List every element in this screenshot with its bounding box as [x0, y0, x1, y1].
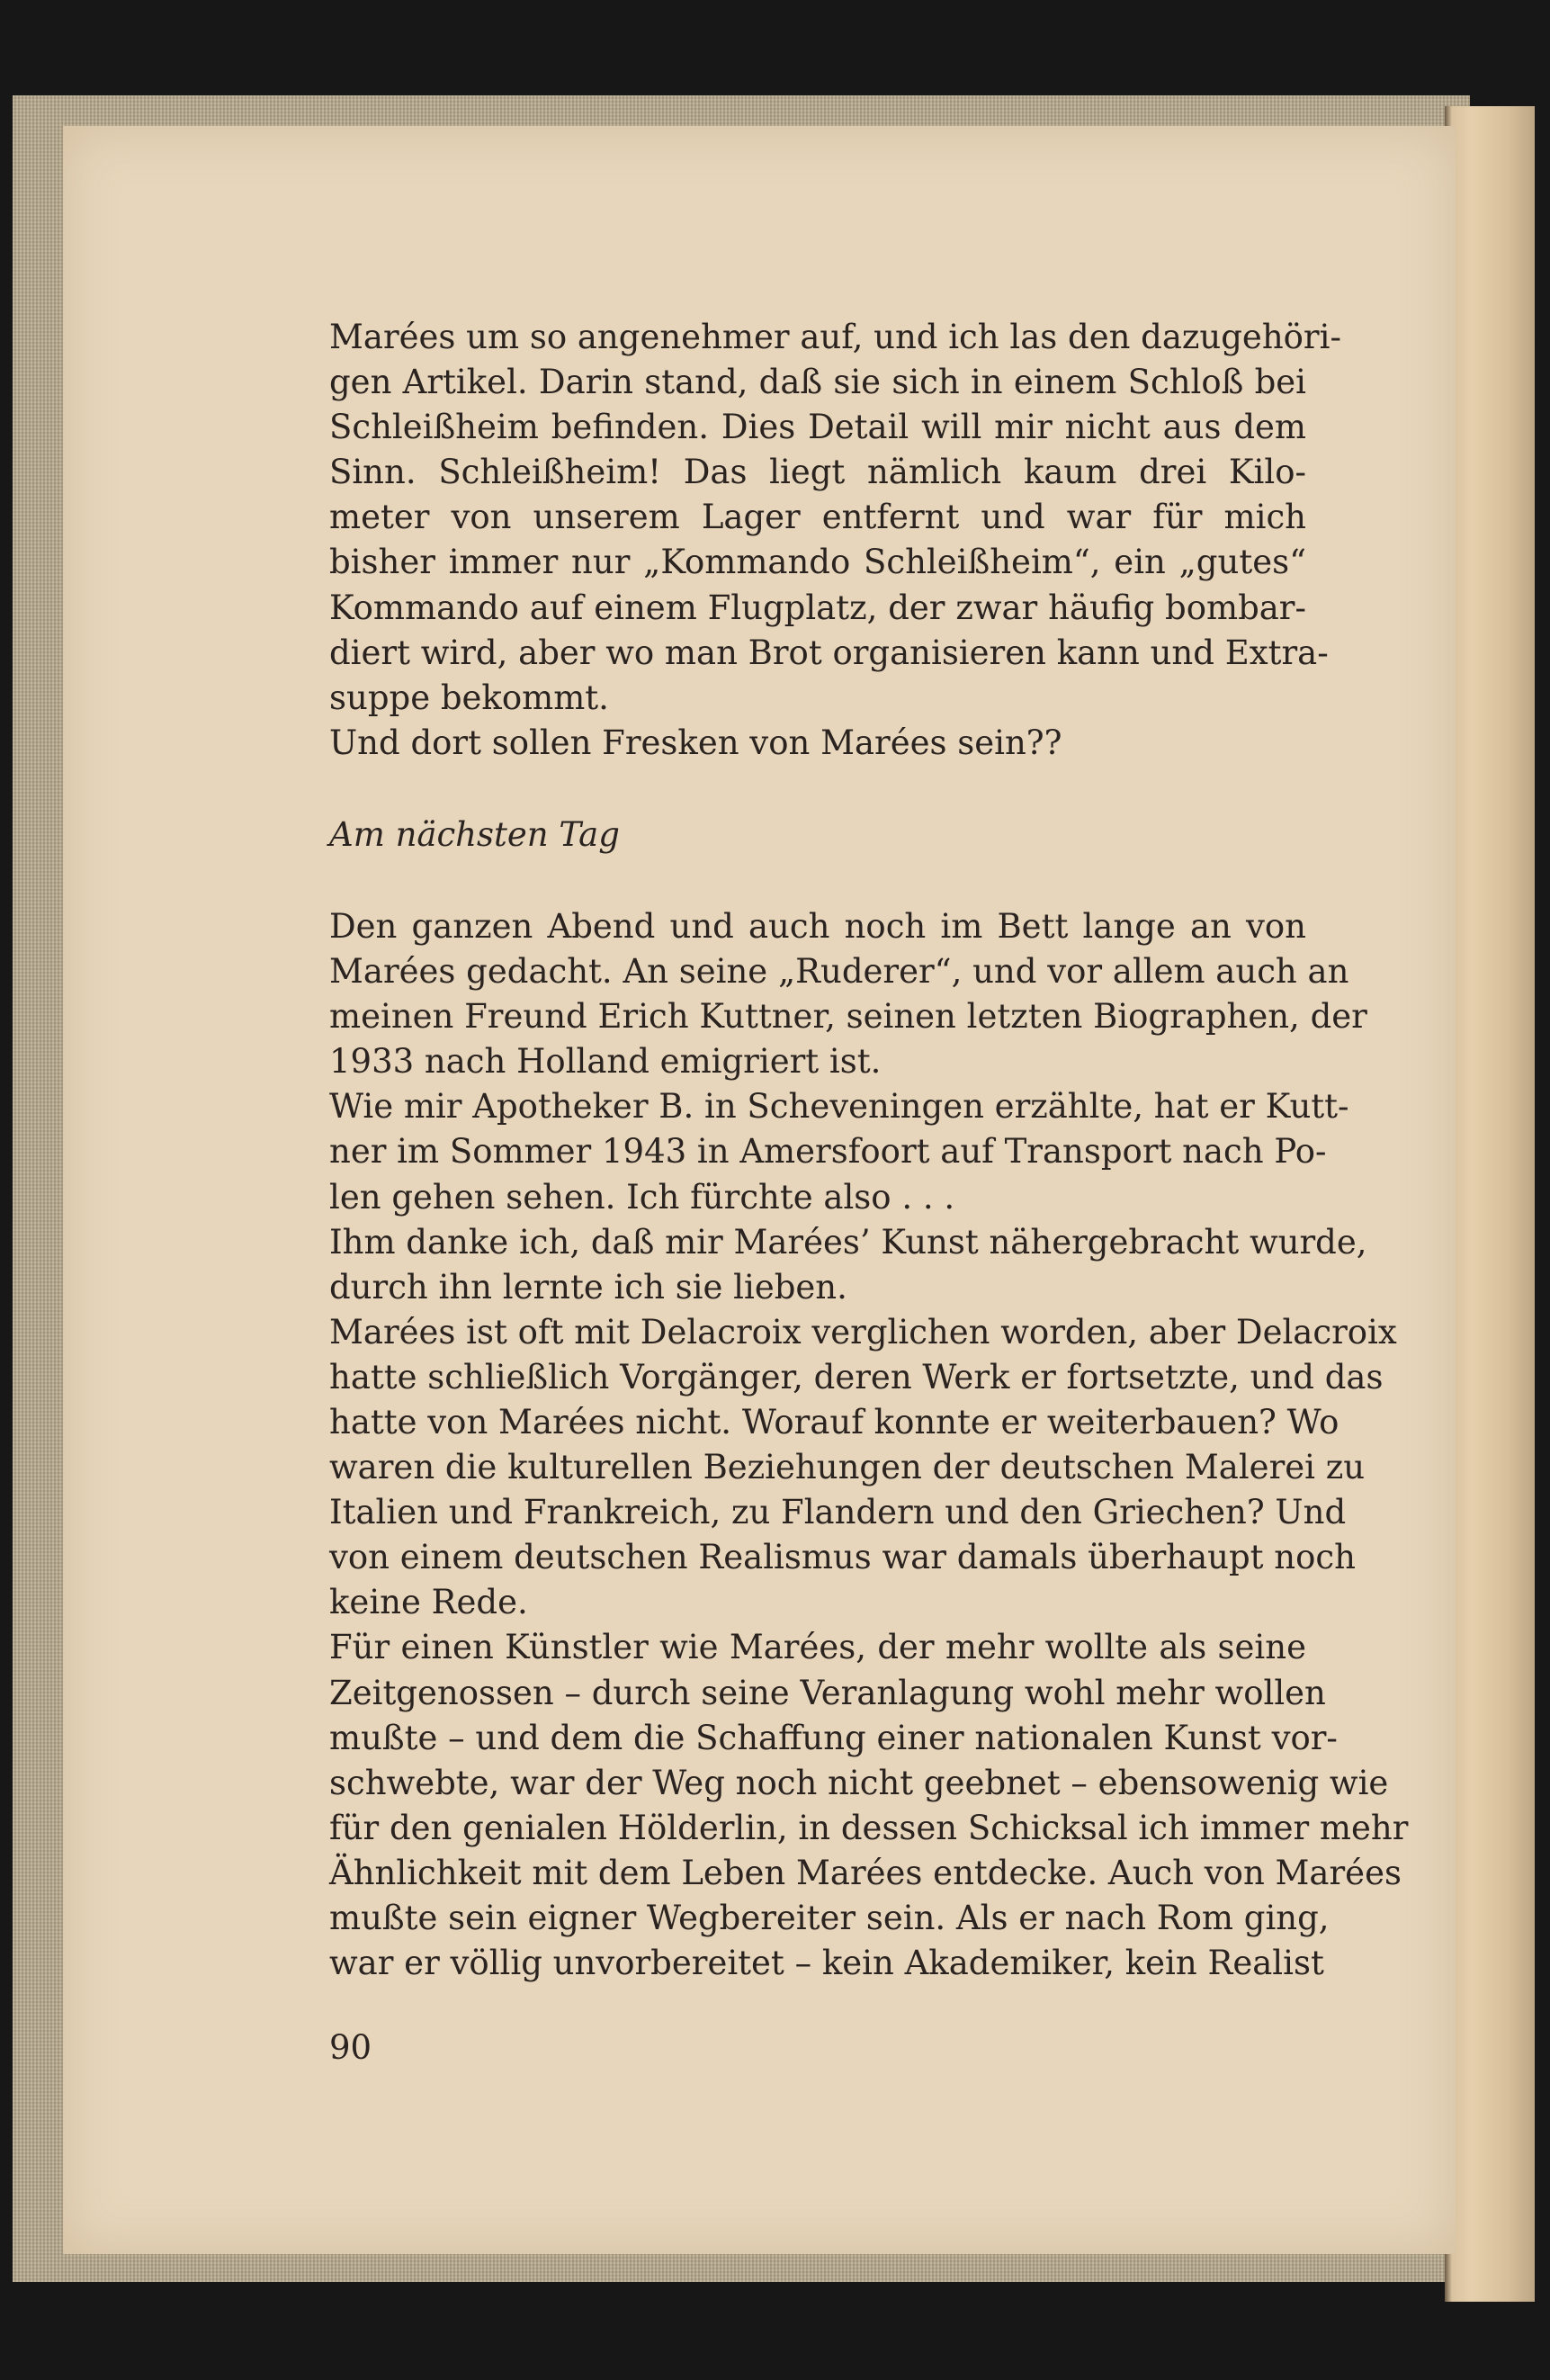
- text-line: Wie mir Apotheker B. in Scheveningen erzählte, hat er Kutt-: [329, 1087, 1349, 1127]
- section-heading: Am nächsten Tag: [329, 814, 620, 854]
- text-line: Zeitgenossen – durch seine Veranlagung wohl mehr wollen: [329, 1673, 1326, 1712]
- text-line: Schleißheim befinden. Dies Detail will mir nicht aus dem: [329, 408, 1306, 447]
- text-line: Ihm danke ich, daß mir Marées’ Kunst nähergebracht wurde,: [329, 1222, 1367, 1262]
- text-line: Den ganzen Abend und auch noch im Bett lange an von: [329, 906, 1306, 946]
- text-line: durch ihn lernte ich sie lieben.: [329, 1267, 847, 1307]
- text-line: Italien und Frankreich, zu Flandern und den Griechen? Und: [329, 1493, 1347, 1532]
- text-line: Ähnlichkeit mit dem Leben Marées entdecke. Auch von Marées: [329, 1853, 1402, 1892]
- text-line: Marées gedacht. An seine „Ruderer“, und vor allem auch an: [329, 952, 1349, 992]
- text-line: Sinn. Schleißheim! Das liegt nämlich kaum drei Kilo-: [329, 453, 1306, 492]
- page-number: 90: [329, 2028, 372, 2067]
- text-line: Kommando auf einem Flugplatz, der zwar häufig bombar-: [329, 588, 1306, 627]
- text-line: Marées ist oft mit Delacroix verglichen worden, aber Delacroix: [329, 1312, 1397, 1352]
- text-line: gen Artikel. Darin stand, daß sie sich in einem Schloß bei: [329, 363, 1306, 402]
- text-line: Für einen Künstler wie Marées, der mehr wollte als seine: [329, 1628, 1306, 1667]
- page-body-text: [329, 315, 1409, 1986]
- text-line: war er völlig unvorbereitet – kein Akademiker, kein Realist: [329, 1944, 1324, 1983]
- text-line: bisher immer nur „Kommando Schleißheim“, ein „gutes“: [329, 543, 1306, 582]
- text-line: Marées um so angenehmer auf, und ich las den dazugehöri-: [329, 318, 1341, 356]
- text-line: len gehen sehen. Ich fürchte also . . .: [329, 1177, 955, 1217]
- text-line: 1933 nach Holland emigriert ist.: [329, 1042, 882, 1082]
- text-line: meter von unserem Lager entfernt und war für mich: [329, 498, 1306, 537]
- text-line: mußte sein eigner Wegbereiter sein. Als er nach Rom ging,: [329, 1899, 1330, 1937]
- text-line: keine Rede.: [329, 1583, 528, 1622]
- text-line: hatte schließlich Vorgänger, deren Werk er fortsetzte, und das: [329, 1357, 1384, 1397]
- text-line: ner im Sommer 1943 in Amersfoort auf Transport nach Po-: [329, 1132, 1327, 1172]
- text-line: waren die kulturellen Beziehungen der deutschen Malerei zu: [329, 1448, 1366, 1487]
- text-line: hatte von Marées nicht. Worauf konnte er weiterbauen? Wo: [329, 1402, 1339, 1441]
- text-line: mußte – und dem die Schaffung einer nationalen Kunst vor-: [329, 1718, 1338, 1757]
- text-line: für den genialen Hölderlin, in dessen Schicksal ich immer mehr: [329, 1808, 1409, 1847]
- text-line: von einem deutschen Realismus war damals überhaupt noch: [329, 1538, 1356, 1577]
- section-gap: [329, 766, 1306, 813]
- text-line: diert wird, aber wo man Brot organisieren kann und Extra-: [329, 633, 1329, 672]
- text-line: schwebte, war der Weg noch nicht geebnet – ebensowenig wie: [329, 1763, 1389, 1802]
- text-line: meinen Freund Erich Kuttner, seinen letzten Biographen, der: [329, 997, 1367, 1037]
- book-page-edges: [1445, 106, 1535, 2302]
- text-line: suppe bekommt.: [329, 678, 609, 717]
- text-line: Und dort sollen Fresken von Marées sein??: [329, 723, 1062, 762]
